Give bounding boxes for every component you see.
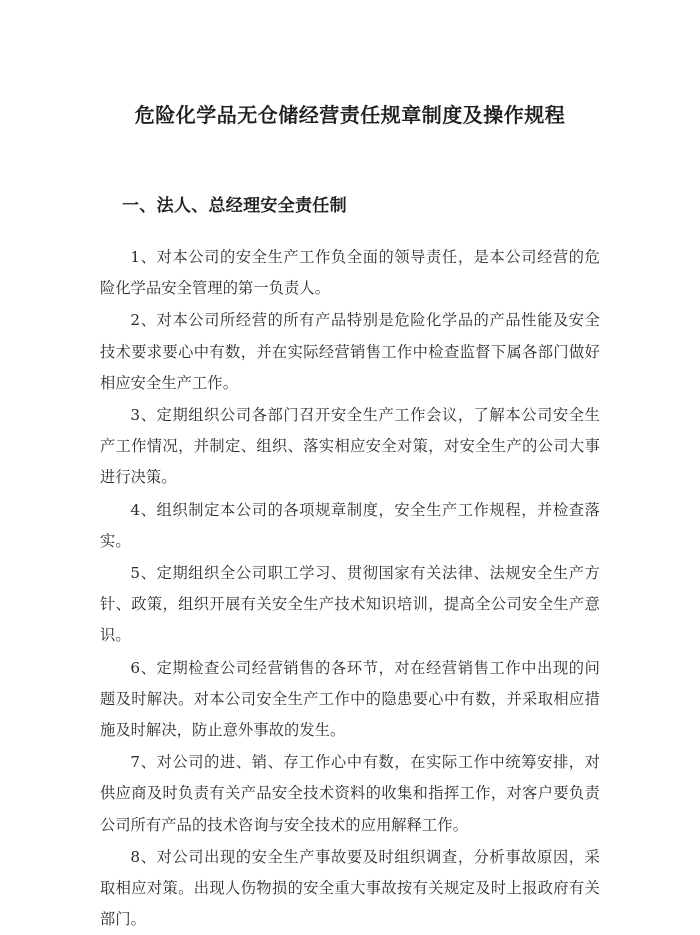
clause-separator: 、 [140,311,157,330]
clause-paragraph [100,400,600,494]
clause-number: 5 [130,564,141,583]
clause-number: 7 [130,753,141,772]
clause-text: 组织制定本公司的各项规章制度，安全生产工作规程，并检查落实。 [100,500,600,550]
clause-text: 定期检查公司经营销售的各环节，对在经营销售工作中出现的问题及时解决。对本公司安全生产工作中的隐患要心中有数，并采取相应措施及时解决，防止意外事故的发生。 [100,658,600,740]
clause-number: 4 [130,500,141,519]
clause-paragraph [100,305,600,399]
clause-number: 8 [130,847,141,866]
clause-separator: 、 [140,406,157,425]
clause-text: 对公司出现的安全生产事故要及时组织调查，分析事故原因，采取相应对策。出现人伤物损的安全重大事故按有关规定及时上报政府有关部门。 [100,847,600,929]
clause-text: 对本公司所经营的所有产品特别是危险化学品的产品性能及安全技术要求要心中有数，并在实际经营销售工作中检查监督下属各部门做好相应安全生产工作。 [100,311,600,392]
clause-number: 1 [130,248,141,266]
clause-separator: 、 [140,847,157,866]
clause-paragraph [100,242,600,304]
clause-separator: 、 [140,248,157,266]
clause-separator: 、 [140,564,157,583]
clause-separator: 、 [140,753,157,772]
clause-paragraph [100,842,600,935]
clause-paragraph [100,747,600,841]
clause-number: 6 [130,658,141,677]
clause-text: 对公司的进、销、存工作心中有数，在实际工作中统筹安排，对供应商及时负责有关产品安全技术资料的收集和指挥工作，对客户要负责公司所有产品的技术咨询与安全技术的应用解释工作。 [100,753,600,834]
numbered-clause-list [100,242,600,935]
clause-text: 定期组织公司各部门召开安全生产工作会议，了解本公司安全生产工作情况，并制定、组织、落实相应安全对策，对安全生产的公司大事进行决策。 [100,406,600,487]
page-title: 危险化学品无仓储经营责任规章制度及操作规程 [134,103,566,127]
clause-paragraph [100,558,600,652]
section-heading-1: 一、法人、总经理安全责任制 [122,196,347,216]
clause-number: 2 [130,311,141,330]
clause-paragraph [100,495,600,557]
clause-text: 定期组织全公司职工学习、贯彻国家有关法律、法规安全生产方针、政策，组织开展有关安全生产技术知识培训，提高全公司安全生产意识。 [100,564,600,645]
clause-separator: 、 [140,500,157,519]
clause-text: 对本公司的安全生产工作负全面的领导责任，是本公司经营的危险化学品安全管理的第一负责人。 [100,248,600,298]
clause-separator: 、 [140,658,157,677]
clause-paragraph [100,653,600,747]
clause-number: 3 [130,406,141,425]
document-content [100,0,600,935]
